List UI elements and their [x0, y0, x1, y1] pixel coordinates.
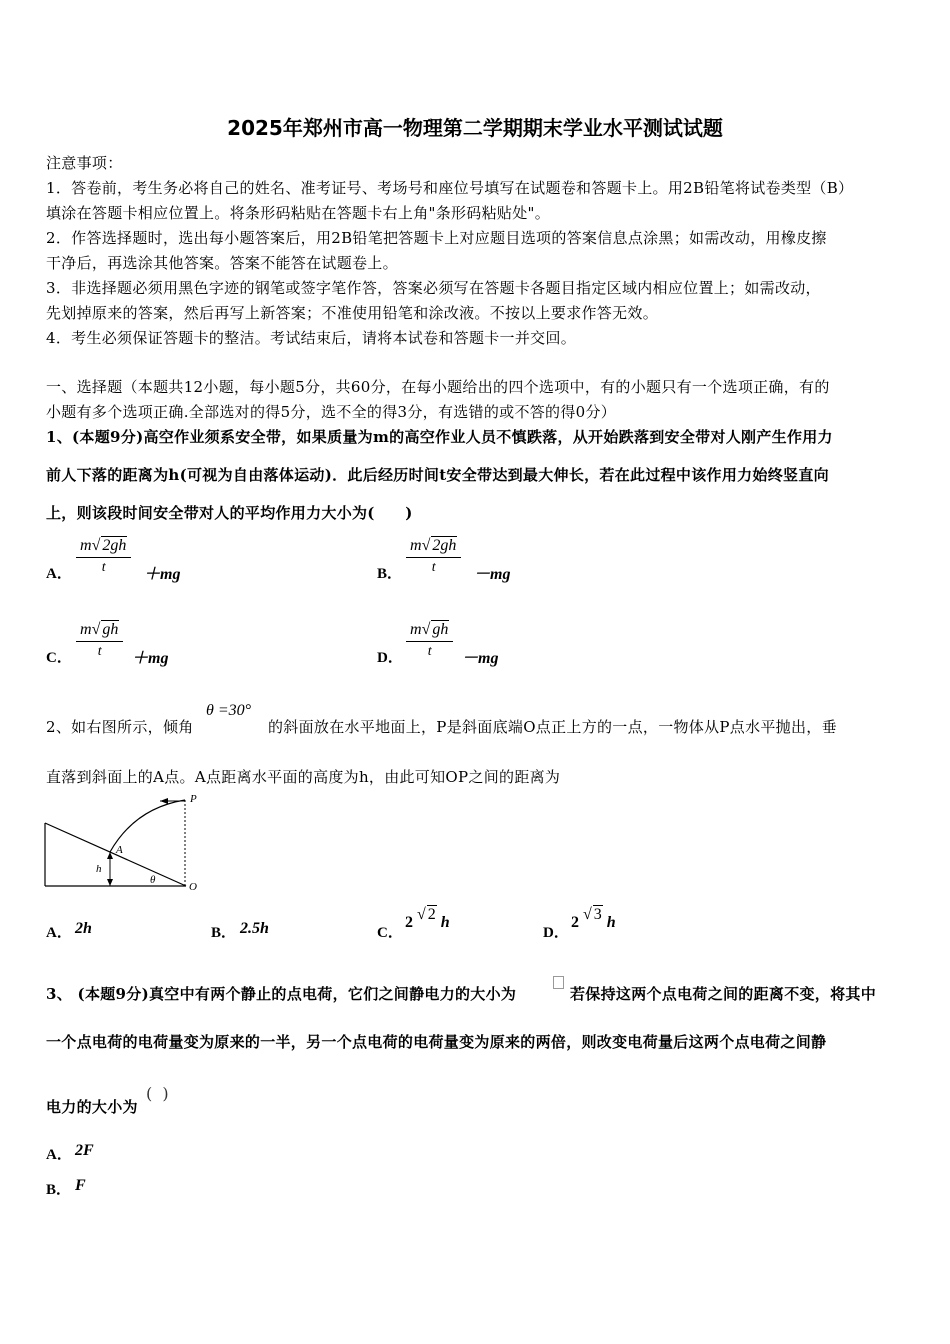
q1-option-c-fraction: m√ gh t [76, 620, 123, 660]
notice-line: 2．作答选择题时，选出每小题答案后，用2B铅笔把答题卡上对应题目选项的答案信息点涂黑；如需改动，用橡皮擦 [46, 229, 827, 247]
q2-option-c-label: C． [377, 925, 403, 941]
section-heading-line1: 一、选择题（本题共12小题，每小题5分，共60分，在每小题给出的四个选项中，有的小题只有一个选项正确，有的 [46, 378, 830, 396]
q2-option-c-value: 2 √ 2 h [405, 906, 450, 931]
q1-option-a-fraction: m√ 2gh t [76, 536, 131, 576]
q3-option-b-label: B． [46, 1182, 72, 1198]
q3-line3: 电力的大小为 [46, 1098, 138, 1116]
q2-option-a-label: A． [46, 925, 72, 941]
label-a: A [116, 844, 123, 856]
notice-line: 3．非选择题必须用黑色字迹的钢笔或签字笔作答，答案必须写在答题卡各题目指定区域内相应位置上；如需改动， [46, 279, 821, 297]
q2-option-b-value: 2.5h [240, 920, 269, 937]
q3-option-a-label: A． [46, 1147, 72, 1163]
label-h: h [96, 863, 102, 875]
q1-option-c-tail: ＋mg [132, 650, 169, 667]
notice-line: 干净后，再选涂其他答案。答案不能答在试题卷上。 [46, 254, 398, 272]
q2-option-d-value: 2 √ 3 h [571, 906, 616, 931]
label-o: O [189, 881, 197, 893]
q2-line1-pre: 2、如右图所示，倾角 [46, 718, 194, 736]
q1-option-d-fraction: m√ gh t [406, 620, 453, 660]
q3-line1: 3、 (本题9分)真空中有两个静止的点电荷，它们之间静电力的大小为 [46, 985, 517, 1003]
q3-line1b: 若保持这两个点电荷之间的距离不变，将其中 [570, 985, 877, 1003]
incline-diagram [40, 790, 210, 895]
formula-placeholder-icon [553, 976, 564, 989]
q1-option-b-fraction: m√ 2gh t [406, 536, 461, 576]
label-p: P [190, 793, 197, 805]
q3-option-b-value: F [75, 1177, 86, 1194]
q1-option-b-tail: －mg [474, 566, 511, 583]
q1-line3: 上，则该段时间安全带对人的平均作用力大小为( ) [46, 504, 413, 522]
q2-option-a-value: 2h [75, 920, 92, 937]
q2-line1-post: 的斜面放在水平地面上，P是斜面底端O点正上方的一点，一物体从P点水平抛出，垂 [268, 718, 837, 736]
q1-option-d-label: D． [377, 650, 403, 666]
q2-angle: θ =30° [206, 702, 252, 719]
q1-option-d-tail: －mg [462, 650, 499, 667]
q3-option-a-value: 2F [75, 1142, 94, 1159]
q2-option-b-label: B． [211, 925, 237, 941]
q2-option-d-label: D． [543, 925, 569, 941]
label-theta: θ [150, 874, 156, 886]
q1-line1: 1、(本题9分)高空作业须系安全带，如果质量为m的高空作业人员不慎跌落，从开始跌落到安全带对人刚产生作用力 [46, 428, 833, 446]
notice-line: 先划掉原来的答案，然后再写上新答案；不准使用铅笔和涂改液。不按以上要求作答无效。 [46, 304, 659, 322]
answer-blank-parentheses-icon: ( ) [146, 1084, 169, 1103]
q2-line2: 直落到斜面上的A点。A点距离水平面的高度为h，由此可知OP之间的距离为 [46, 768, 561, 786]
notice-line: 填涂在答题卡相应位置上。将条形码粘贴在答题卡右上角"条形码粘贴处"。 [46, 204, 551, 222]
q1-option-a-label: A． [46, 566, 72, 582]
notice-heading: 注意事项： [46, 154, 123, 172]
notice-line: 1．答卷前，考生务必将自己的姓名、准考证号、考场号和座位号填写在试题卷和答题卡上。用2B铅笔将试卷类型（B） [46, 179, 854, 197]
section-heading-line2: 小题有多个选项正确.全部选对的得5分，选不全的得3分，有选错的或不答的得0分） [46, 403, 617, 421]
q1-option-a-tail: ＋mg [144, 566, 181, 583]
page-title: 2025年郑州市高一物理第二学期期末学业水平测试试题 [227, 116, 723, 140]
notice-line: 4．考生必须保证答题卡的整洁。考试结束后，请将本试卷和答题卡一并交回。 [46, 329, 577, 347]
q1-option-b-label: B． [377, 566, 403, 582]
q1-option-c-label: C． [46, 650, 72, 666]
q3-line2: 一个点电荷的电荷量变为原来的一半，另一个点电荷的电荷量变为原来的两倍，则改变电荷量后这两个点电荷之间静 [46, 1033, 827, 1051]
q1-line2: 前人下落的距离为h(可视为自由落体运动)．此后经历时间t安全带达到最大伸长，若在此过程中该作用力始终竖直向 [46, 466, 829, 484]
